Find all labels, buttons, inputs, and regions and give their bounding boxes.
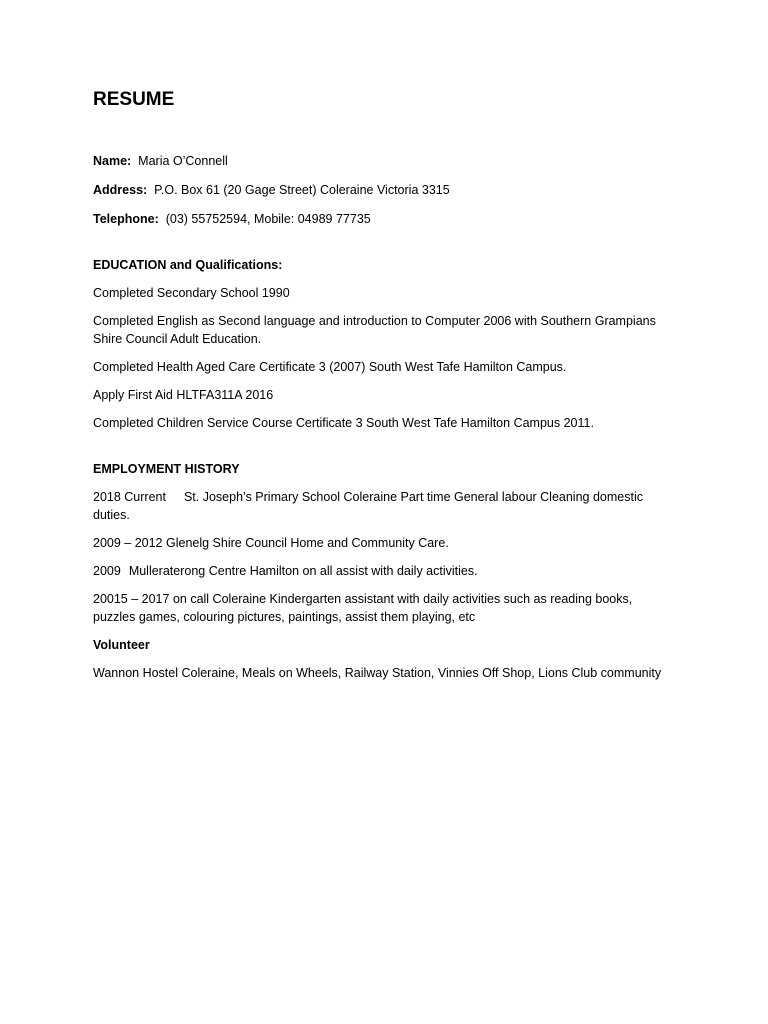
- address-value: P.O. Box 61 (20 Gage Street) Coleraine Victoria 3315: [154, 183, 450, 197]
- employment-period: 2009: [93, 564, 121, 578]
- employment-detail: Glenelg Shire Council Home and Community Care.: [166, 536, 449, 550]
- resume-page: [93, 88, 673, 692]
- employment-period: 2009 – 2012: [93, 536, 163, 550]
- volunteer-heading: Volunteer: [93, 638, 150, 652]
- resume-title: RESUME: [93, 89, 175, 110]
- education-item: Apply First Aid HLTFA311A 2016: [93, 388, 274, 402]
- education-item: Completed English as Second language and introduction to Computer 2006 with Southern Grampians Shire Council Adult Education.: [93, 314, 656, 346]
- education-item: Completed Children Service Course Certificate 3 South West Tafe Hamilton Campus 2011.: [93, 416, 594, 430]
- telephone-label: Telephone:: [93, 212, 159, 226]
- employment-item: [93, 590, 673, 626]
- employment-detail: on call Coleraine Kindergarten assistant with daily activities such as reading books, puzzles games, colouring pictures, paintings, assist them playing, etc: [93, 592, 633, 624]
- employment-item: [93, 534, 673, 552]
- name-label: Name:: [93, 154, 132, 168]
- education-heading: EDUCATION and Qualifications:: [93, 258, 283, 272]
- name-value: Maria O’Connell: [138, 154, 228, 168]
- telephone-line: [93, 210, 673, 228]
- name-line: [93, 152, 673, 170]
- employment-item: [93, 488, 673, 524]
- employment-period: 20015 – 2017: [93, 592, 170, 606]
- telephone-value: (03) 55752594, Mobile: 04989 77735: [165, 212, 371, 226]
- education-item: Completed Secondary School 1990: [93, 286, 290, 300]
- employment-detail: St. Joseph’s Primary School Coleraine Part time General labour Cleaning domestic duties.: [93, 490, 643, 522]
- employment-period: 2018 Current: [93, 490, 166, 504]
- employment-item: [93, 562, 673, 580]
- address-label: Address:: [93, 183, 148, 197]
- volunteer-text: Wannon Hostel Coleraine, Meals on Wheels, Railway Station, Vinnies Off Shop, Lions Club community: [93, 666, 662, 680]
- address-line: [93, 181, 673, 199]
- employment-heading: EMPLOYMENT HISTORY: [93, 462, 240, 476]
- education-item: Completed Health Aged Care Certificate 3 (2007) South West Tafe Hamilton Campus.: [93, 360, 567, 374]
- employment-detail: Mulleraterong Centre Hamilton on all assist with daily activities.: [128, 564, 478, 578]
